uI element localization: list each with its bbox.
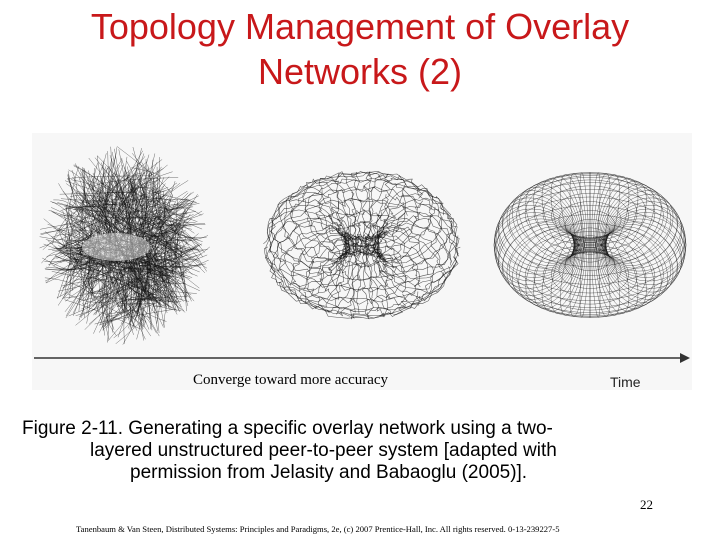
- partially-converged-torus-image: [263, 171, 460, 319]
- converge-caption: Converge toward more accuracy: [193, 372, 389, 388]
- page-number: 22: [640, 497, 653, 512]
- slide-title-line-2: Networks (2): [257, 51, 463, 92]
- figure-drawing: [32, 133, 692, 390]
- overlay-network-figure: [32, 133, 692, 390]
- caption-line-3: permission from Jelasity and Babaoglu (2005)].: [130, 462, 528, 483]
- time-axis-arrow: [34, 353, 690, 363]
- disordered-overlay-image: [40, 146, 210, 344]
- slide-title: [0, 4, 720, 94]
- figure-caption: [22, 418, 702, 484]
- time-axis-label: Time: [610, 374, 641, 390]
- caption-line-1: Figure 2-11. Generating a specific overlay network using a two-: [22, 418, 553, 439]
- caption-line-2: layered unstructured peer-to-peer system [adapted with: [90, 440, 557, 461]
- slide-title-line-1: Topology Management of Overlay: [90, 6, 630, 47]
- copyright-footer: Tanenbaum & Van Steen, Distributed Systems: Principles and Paradigms, 2e, (c) 2007 Prentice-Hall, Inc. All rights reserved. 0-13-239227-5: [76, 524, 560, 534]
- converged-torus-image: [494, 172, 686, 317]
